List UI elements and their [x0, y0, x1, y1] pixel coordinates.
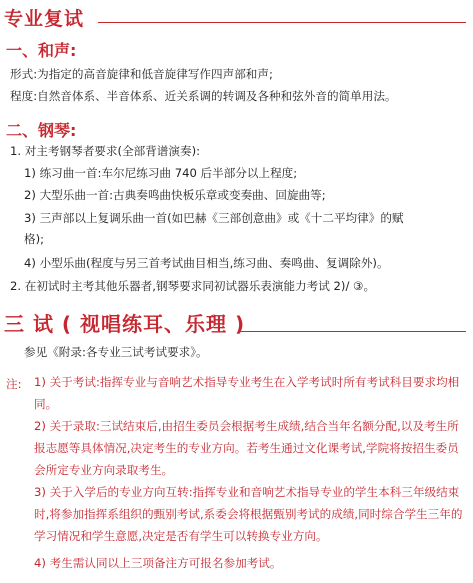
title-divider — [98, 22, 466, 23]
note-3: 3) 关于入学后的专业方向互转:指挥专业和音响艺术指导专业的学生本科三年级结束时,将参加指挥系组织的甄别考试,系委会将根据甄别考试的成绩,同时综合学生三年的学习情况和学生意愿,决定是否有学生可以转换专业方向。 — [34, 485, 463, 543]
note-1: 1) 关于考试:指挥专业与音响艺术指导专业考生在入学考试时所有考试科目要求均相同。 — [34, 375, 460, 411]
piano-sub-4: 4) 小型乐曲(程度与另三首考试曲目相当,练习曲、奏鸣曲、复调除外)。 — [24, 256, 389, 270]
piano-heading: 二、钢琴: — [6, 121, 77, 140]
piano-sub-1: 1) 练习曲一首:车尔尼练习曲 740 后半部分以上程度; — [24, 166, 298, 180]
third-exam-heading: 三 试 ( 视唱练耳、乐理 ) — [4, 312, 246, 336]
piano-item-1: 1. 对主考钢琴者要求(全部背谱演奏): — [10, 144, 201, 158]
third-exam-reference: 参见《附录:各专业三试考试要求》。 — [24, 345, 208, 359]
piano-item-2: 2. 在初试时主考其他乐器者,钢琴要求同初试器乐表演能力考试 2)/ ③。 — [10, 279, 376, 293]
third-exam-divider — [240, 331, 466, 332]
section-title: 专业复试 — [4, 8, 85, 30]
note-4: 4) 考生需认同以上三项备注方可报名参加考试。 — [34, 556, 282, 570]
piano-sub-2: 2) 大型乐曲一首:古典奏鸣曲快板乐章或变奏曲、回旋曲等; — [24, 188, 326, 202]
harmony-form: 形式:为指定的高音旋律和低音旋律写作四声部和声; — [10, 67, 273, 81]
notes-label: 注: — [6, 377, 22, 391]
piano-sub-3-line-1: 3) 三声部以上复调乐曲一首(如巴赫《三部创意曲》或《十二平均律》的赋 — [24, 211, 404, 225]
harmony-heading: 一、和声: — [6, 41, 77, 60]
section-title-row — [4, 4, 466, 30]
third-exam-heading-row — [4, 308, 466, 338]
note-2: 2) 关于录取:三试结束后,由招生委员会根据考生成绩,结合当年名额分配,以及考生所报志愿等具体情况,决定考生的专业方向。若考生通过文化课考试,学院将按招生委员会所定专业方向录取考生。 — [34, 419, 459, 477]
harmony-level: 程度:自然音体系、半音体系、近关系调的转调及各种和弦外音的简单用法。 — [10, 89, 397, 103]
piano-sub-3-line-2: 格); — [24, 232, 45, 246]
